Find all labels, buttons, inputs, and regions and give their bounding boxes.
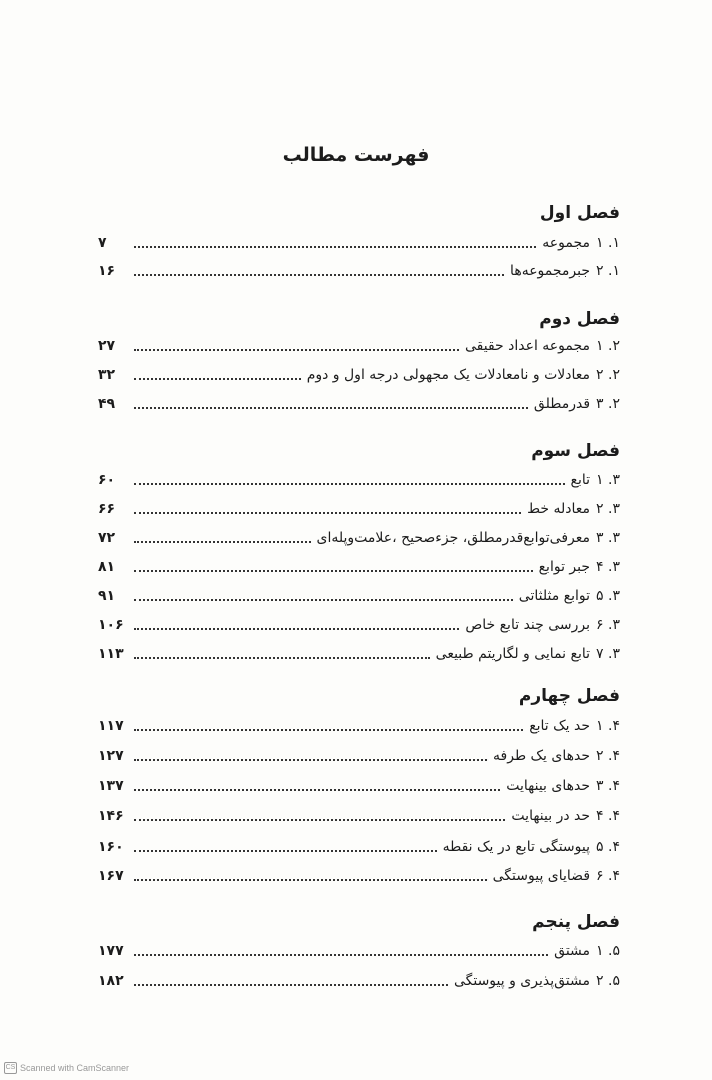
- dot-leader: [134, 599, 513, 601]
- toc-entry: [98, 362, 620, 388]
- dot-leader: [134, 378, 301, 380]
- dot-leader: [134, 789, 500, 791]
- watermark-text: Scanned with CamScanner: [20, 1063, 130, 1073]
- dot-leader: [134, 570, 533, 572]
- entry-number: ۴. ۴: [596, 808, 620, 824]
- toc-entry: [98, 258, 620, 284]
- entry-title: تابع نمایی و لگاریتم طبیعی: [435, 646, 591, 662]
- toc-entry: [98, 713, 620, 739]
- entry-number: ۲. ۲: [596, 367, 620, 383]
- entry-title: جبر توابع: [538, 559, 591, 575]
- dot-leader: [134, 729, 523, 731]
- entry-page: ۱۶: [98, 263, 116, 279]
- dot-leader: [134, 541, 311, 543]
- entry-title: جبرمجموعه‌ها: [510, 263, 591, 279]
- toc-entry: [98, 496, 620, 522]
- entry-page: ۶۰: [98, 472, 116, 488]
- entry-title: معرفی‌توابع‌قدرمطلق، جزءصحیح ،علامت‌وپله‌ای: [316, 530, 591, 546]
- entry-number: ۲. ۱: [596, 338, 620, 354]
- entry-title: تابع: [570, 472, 591, 488]
- dot-leader: [134, 879, 487, 881]
- chapter-heading-1: فصل اول: [539, 203, 620, 223]
- entry-page: ۱۲۷: [98, 748, 124, 764]
- entry-page: ۱۶۰: [98, 839, 124, 855]
- dot-leader: [134, 657, 430, 659]
- entry-title: معادله خط: [527, 501, 591, 517]
- entry-page: ۶۶: [98, 501, 116, 517]
- entry-number: ۲. ۳: [596, 396, 620, 412]
- entry-page: ۱۶۷: [98, 868, 124, 884]
- entry-page: ۷: [98, 235, 107, 251]
- entry-number: ۵. ۲: [596, 973, 620, 989]
- toc-entry: [98, 612, 620, 638]
- chapter-heading-3: فصل سوم: [531, 441, 620, 461]
- toc-entry: [98, 554, 620, 580]
- toc-entry: [98, 525, 620, 551]
- entry-title: بررسی چند تابع خاص: [465, 617, 591, 633]
- entry-title: معادلات و نامعادلات یک مجهولی درجه اول و دوم: [306, 367, 591, 383]
- entry-number: ۴. ۵: [596, 839, 620, 855]
- toc-entry: [98, 583, 620, 609]
- entry-number: ۳. ۵: [596, 588, 620, 604]
- scanner-watermark: [4, 1062, 129, 1074]
- entry-title: مشتق‌پذیری و پیوستگی: [453, 973, 591, 989]
- toc-entry: [98, 230, 620, 256]
- toc-entry: [98, 803, 620, 829]
- entry-number: ۳. ۱: [596, 472, 620, 488]
- toc-entry: [98, 391, 620, 417]
- entry-title: مجموعه اعداد حقیقی: [464, 338, 591, 354]
- dot-leader: [134, 483, 565, 485]
- entry-page: ۱۱۳: [98, 646, 124, 662]
- entry-title: حد یک تابع: [529, 718, 591, 734]
- toc-entry: [98, 938, 620, 964]
- entry-page: ۳۲: [98, 367, 116, 383]
- chapter-heading-2: فصل دوم: [539, 309, 620, 329]
- toc-entry: [98, 467, 620, 493]
- entry-page: ۲۷: [98, 338, 116, 354]
- entry-number: ۳. ۳: [596, 530, 620, 546]
- toc-entry: [98, 333, 620, 359]
- entry-number: ۴. ۱: [596, 718, 620, 734]
- camscanner-logo-icon: CS: [4, 1062, 17, 1074]
- entry-title: قدرمطلق: [533, 396, 591, 412]
- dot-leader: [134, 512, 521, 514]
- page-title: فهرست مطالب: [282, 144, 430, 166]
- entry-number: ۵. ۱: [596, 943, 620, 959]
- dot-leader: [134, 628, 459, 630]
- entry-page: ۷۲: [98, 530, 116, 546]
- toc-entry: [98, 641, 620, 667]
- entry-title: مجموعه: [542, 235, 591, 251]
- entry-title: پیوستگی تابع در یک نقطه: [442, 839, 591, 855]
- entry-number: ۴. ۶: [596, 868, 620, 884]
- entry-page: ۴۹: [98, 396, 116, 412]
- toc-entry: [98, 834, 620, 860]
- entry-number: ۴. ۳: [596, 778, 620, 794]
- entry-number: ۳. ۲: [596, 501, 620, 517]
- dot-leader: [134, 819, 505, 821]
- entry-title: قضایای پیوستگی: [492, 868, 591, 884]
- dot-leader: [134, 274, 504, 276]
- entry-number: ۱. ۱: [596, 235, 620, 251]
- entry-page: ۸۱: [98, 559, 116, 575]
- chapter-heading-4: فصل چهارم: [518, 686, 620, 706]
- entry-number: ۳. ۷: [596, 646, 620, 662]
- entry-title: مشتق: [554, 943, 591, 959]
- entry-page: ۱۴۶: [98, 808, 124, 824]
- dot-leader: [134, 407, 528, 409]
- dot-leader: [134, 850, 437, 852]
- toc-entry: [98, 773, 620, 799]
- dot-leader: [134, 759, 487, 761]
- entry-title: توابع مثلثاتی: [518, 588, 591, 604]
- entry-page: ۱۷۷: [98, 943, 124, 959]
- toc-entry: [98, 968, 620, 994]
- entry-number: ۴. ۲: [596, 748, 620, 764]
- dot-leader: [134, 984, 448, 986]
- entry-page: ۱۳۷: [98, 778, 124, 794]
- dot-leader: [134, 246, 536, 248]
- dot-leader: [134, 954, 548, 956]
- entry-title: حدهای بینهایت: [506, 778, 591, 794]
- entry-number: ۱. ۲: [596, 263, 620, 279]
- entry-title: حدهای یک طرفه: [493, 748, 591, 764]
- dot-leader: [134, 349, 459, 351]
- toc-entry: [98, 863, 620, 889]
- entry-page: ۱۸۲: [98, 973, 124, 989]
- toc-entry: [98, 743, 620, 769]
- chapter-heading-5: فصل پنجم: [532, 912, 620, 932]
- entry-page: ۱۱۷: [98, 718, 124, 734]
- entry-title: حد در بینهایت: [511, 808, 591, 824]
- entry-page: ۹۱: [98, 588, 116, 604]
- entry-number: ۳. ۶: [596, 617, 620, 633]
- entry-number: ۳. ۴: [596, 559, 620, 575]
- entry-page: ۱۰۶: [98, 617, 124, 633]
